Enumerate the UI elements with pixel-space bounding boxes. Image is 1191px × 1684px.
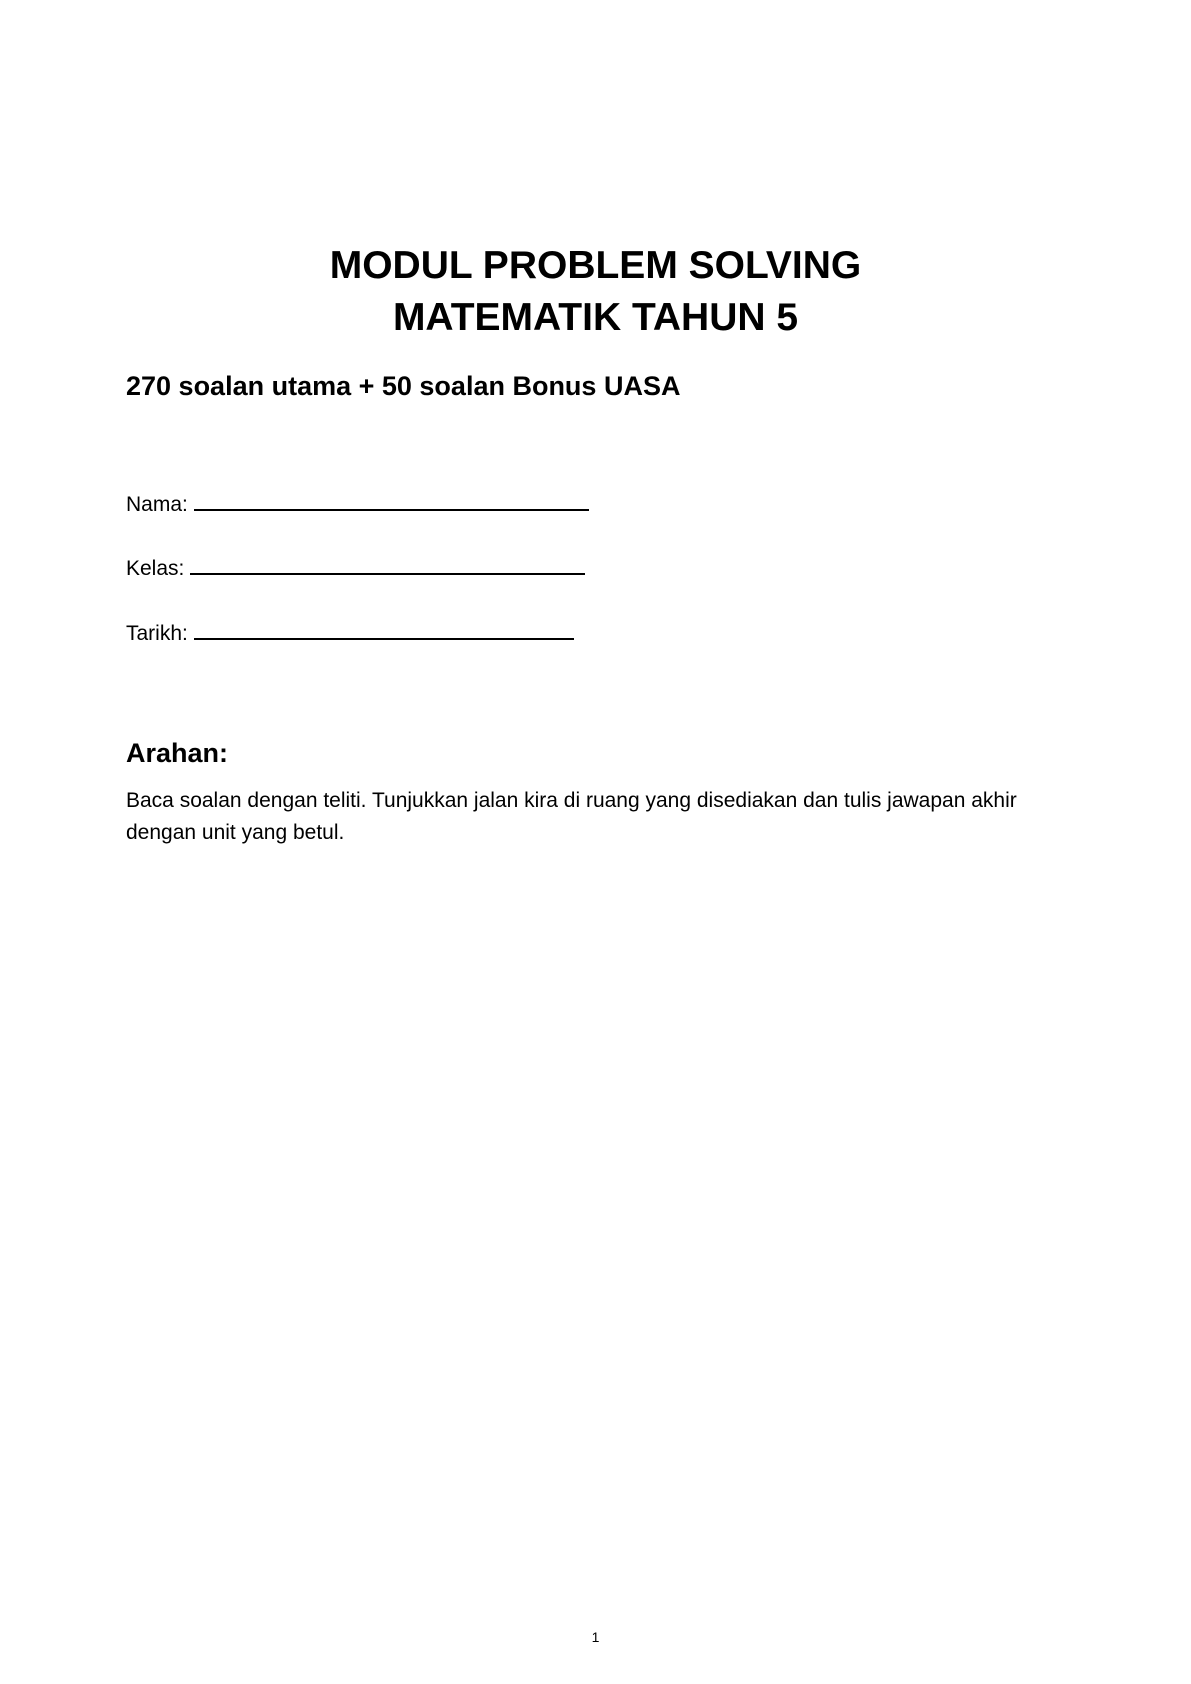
page-number: 1 [591,1629,600,1645]
tarikh-label: Tarikh: [126,622,188,645]
nama-label: Nama: [126,493,188,516]
subtitle: 270 soalan utama + 50 soalan Bonus UASA [126,371,681,401]
kelas-field [126,551,585,583]
title-line-1: MODUL PROBLEM SOLVING [329,244,862,287]
tarikh-blank-line [194,616,574,640]
title-block [0,240,1191,344]
nama-blank-line [194,487,589,511]
instructions-body: Baca soalan dengan teliti. Tunjukkan jalan kira di ruang yang disediakan dan tulis jawapan akhir dengan unit yang betul. [126,789,1017,844]
nama-field [126,487,589,519]
instructions-heading: Arahan: [126,738,229,768]
kelas-label: Kelas: [126,557,185,580]
kelas-blank-line [190,551,585,575]
tarikh-field [126,616,574,648]
title-line-2: MATEMATIK TAHUN 5 [392,296,799,339]
